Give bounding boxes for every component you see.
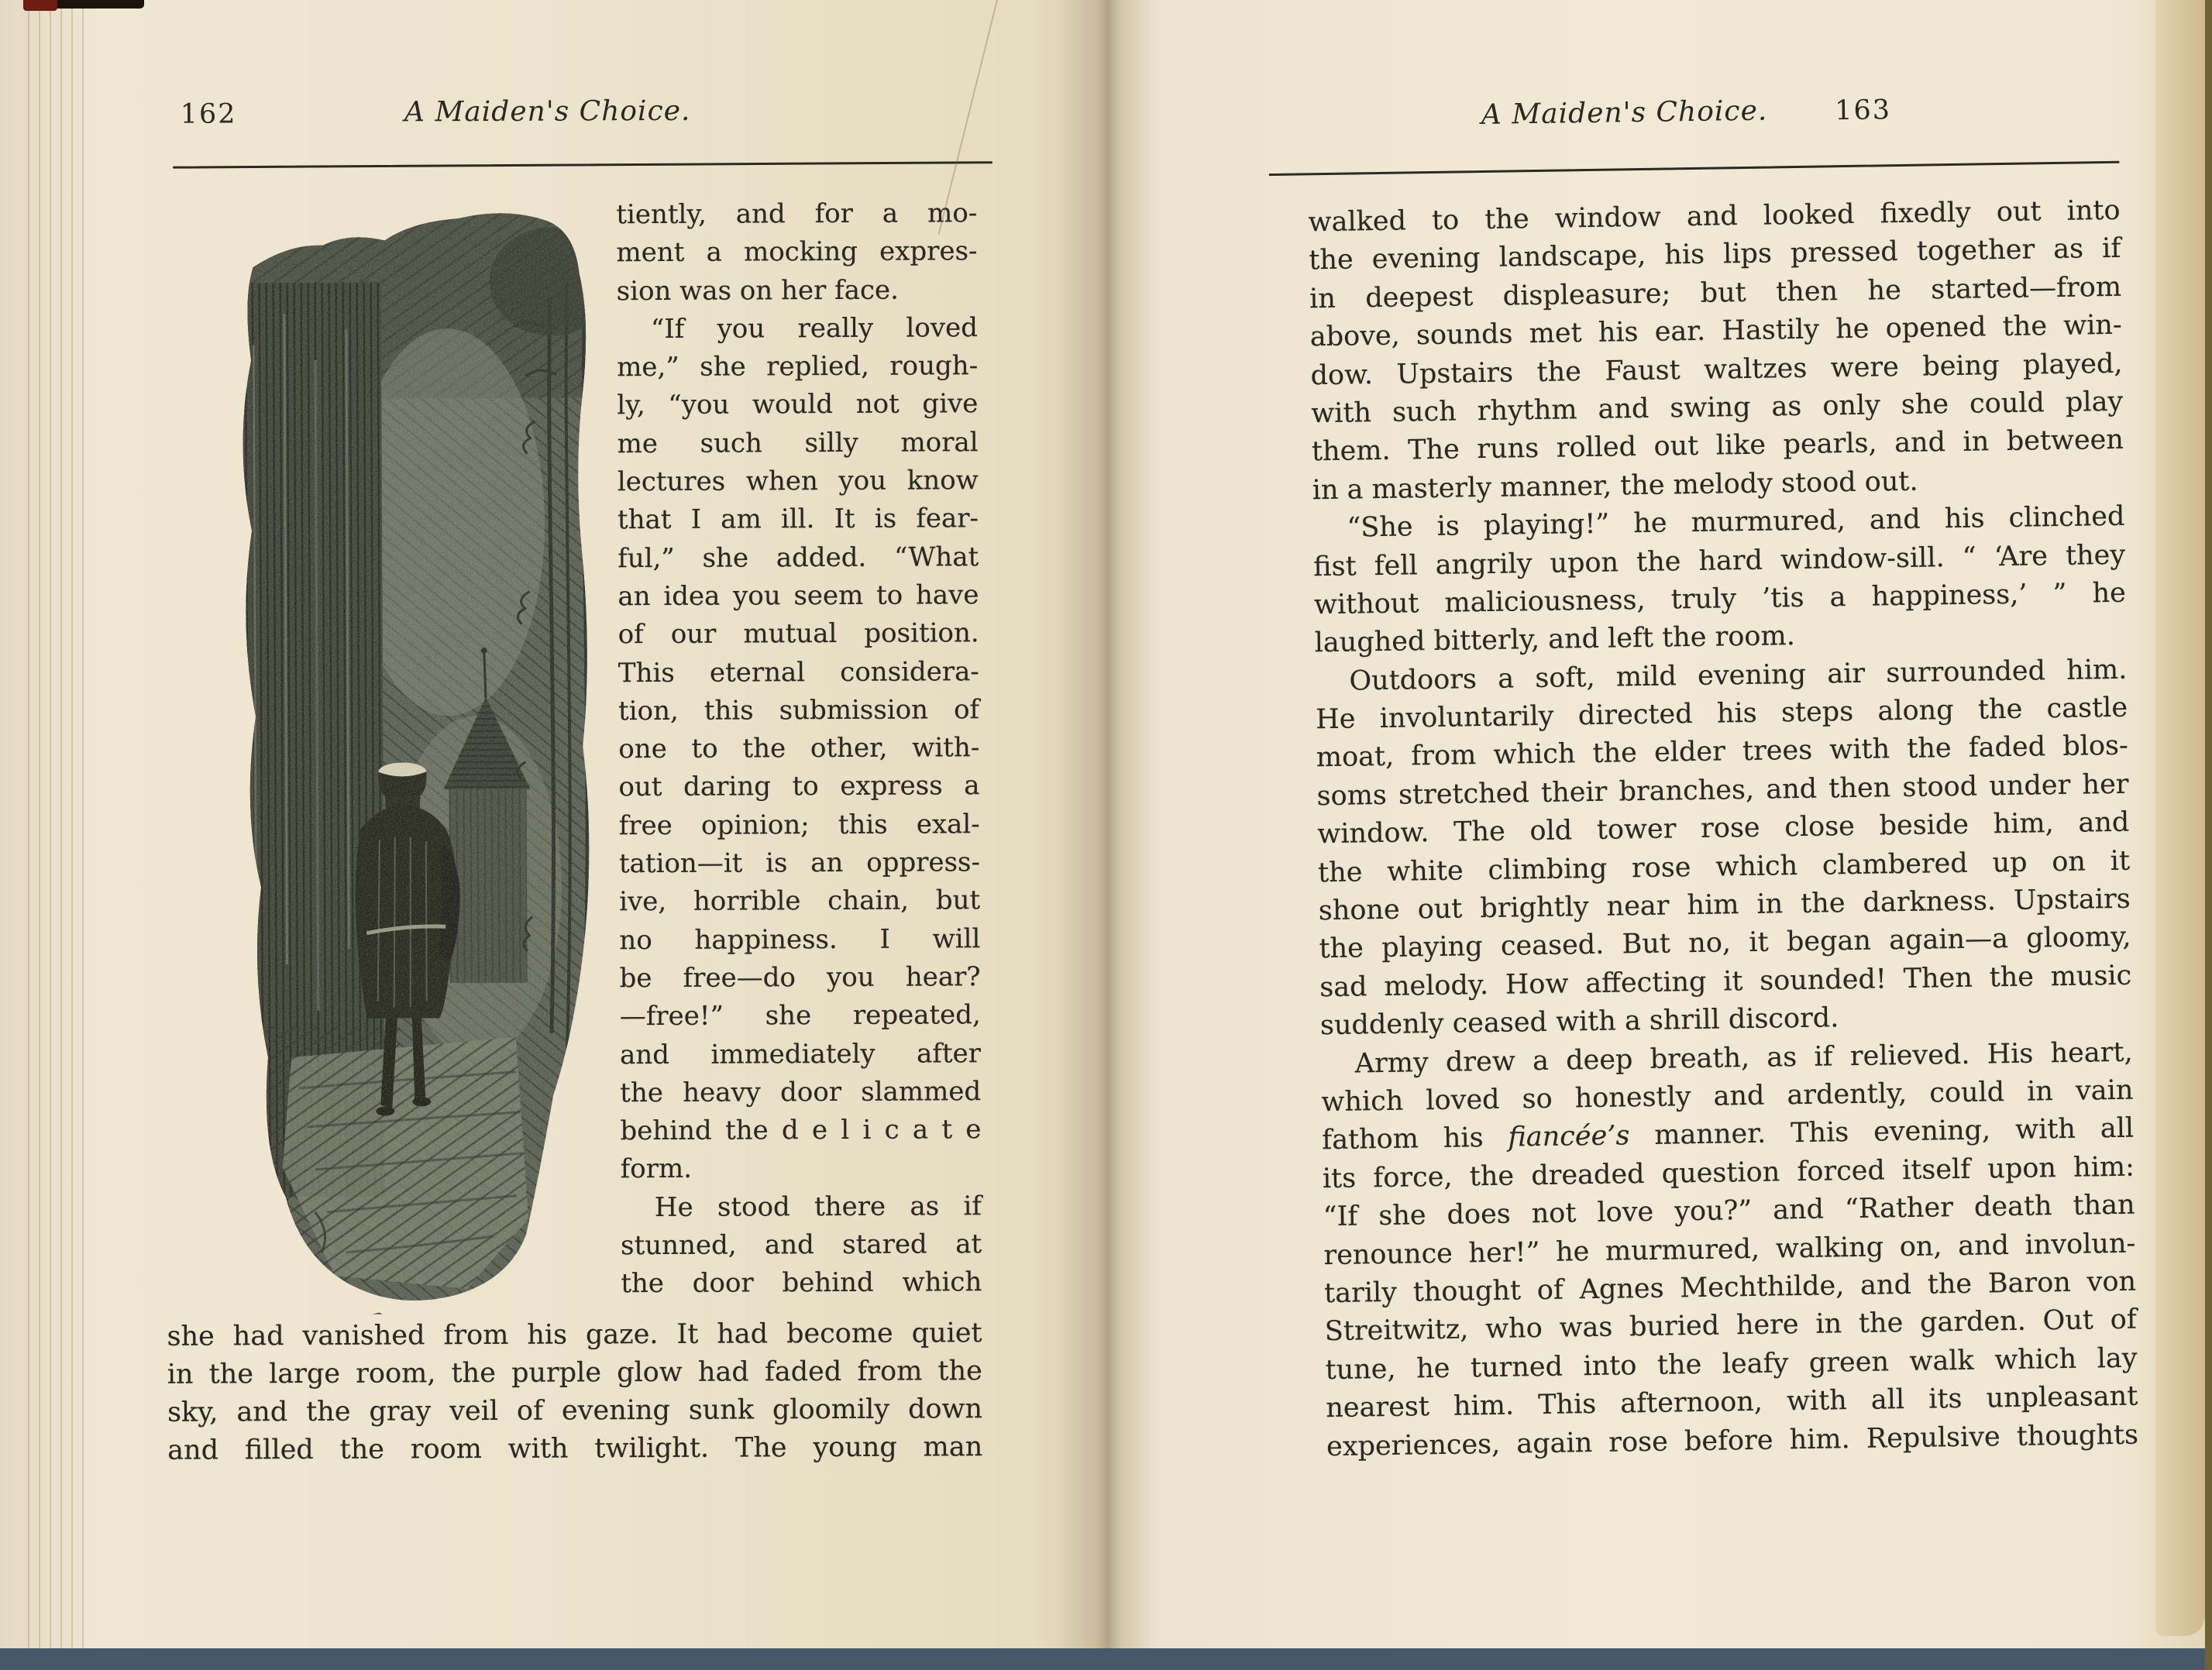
text-line: the evening landscape, his lips pressed together as if (1309, 233, 2121, 277)
text-line: dow. Upstairs the Faust waltzes were being played, (1310, 348, 2123, 391)
text-line: and filled the room with twilight. The young man (167, 1431, 983, 1466)
book-gutter (1054, 0, 1162, 1648)
text-line: she had vanished from his gaze. It had become quiet (167, 1318, 982, 1352)
text-line: laughed bitterly, and left the room. (1314, 620, 1796, 659)
text-line: He stood there as if (654, 1190, 982, 1223)
text-line: tation—it is an oppress- (618, 847, 981, 880)
text-line: in deepest displeasure; but then he started—from (1309, 271, 2122, 315)
text-line: the white climbing rose which clambered up on it (1317, 845, 2131, 888)
right-text-block (1308, 192, 2138, 1466)
text-line: in the large room, the purple glow had faded from the (167, 1356, 982, 1390)
text-line: the heavy door slammed (620, 1076, 982, 1109)
running-title-left: A Maiden's Choice. (404, 94, 691, 129)
page-number-left: 162 (180, 98, 237, 130)
text-line: sky, and the gray veil of evening sunk gloomily down (167, 1393, 983, 1428)
text-line: form. (620, 1153, 693, 1185)
text-line: that I am ill. It is fear- (617, 503, 979, 536)
text-line: nearest him. This afternoon, with all its unpleasant (1326, 1380, 2138, 1424)
text-line: stunned, and stared at (621, 1228, 982, 1262)
left-bottom-paragraph (167, 1314, 982, 1470)
text-line: and immediately after (619, 1037, 982, 1070)
text-line: in a masterly manner, the melody stood out. (1312, 466, 1918, 507)
scan-edge-mark-red (23, 0, 57, 11)
text-line: with such rhythm and swing as only she could play (1310, 386, 2124, 430)
text-line: fist fell angrily upon the hard window-sill. “ ‘Are they (1312, 539, 2126, 582)
text-line: suddenly ceased with a shrill discord. (1319, 1002, 1839, 1042)
running-title-right: A Maiden's Choice. (1481, 94, 1768, 131)
text-line: Streitwitz, who was buried here in the garden. Out of (1324, 1304, 2138, 1348)
text-line: tiently, and for a mo- (616, 198, 978, 231)
page-edges-right (2155, 0, 2205, 1636)
text-line: shone out brightly near him in the darkness. Upstairs (1318, 883, 2131, 927)
text-line: He involuntarily directed his steps along the castle (1315, 692, 2128, 736)
text-line: “She is playing!” he murmured, and his clinched (1347, 500, 2125, 544)
text-line: ive, horrible chain, but (619, 885, 981, 918)
text-line: an idea you seem to have (618, 579, 979, 613)
text-line: out daring to express a (618, 770, 980, 803)
text-line: experiences, again rose before him. Repulsive thoughts (1326, 1419, 2139, 1462)
text-line: which loved so honestly and ardently, could in vain (1321, 1074, 2134, 1118)
text-line: “If she does not love you?” and “Rather death than (1323, 1189, 2135, 1233)
text-line: —free!” she repeated, (619, 999, 981, 1033)
text-line: renounce her!” he murmured, walking on, and involun- (1323, 1228, 2136, 1271)
text-line: the playing ceased. But no, it began again—a gloomy, (1319, 922, 2131, 965)
text-line: no happiness. I will (619, 923, 981, 956)
text-line: me such silly moral (617, 426, 979, 460)
book-cover-edge (2205, 0, 2212, 1670)
text-line: Army drew a deep breath, as if relieved. His heart, (1354, 1036, 2133, 1080)
text-line: me,” she replied, rough- (617, 350, 979, 383)
text-line: be free—do you hear? (619, 961, 981, 995)
text-line: free opinion; this exal- (618, 808, 980, 841)
text-line: ment a mocking expres- (616, 235, 978, 269)
text-line: “If you really loved (650, 312, 979, 345)
engraving-man-walking-illustration (179, 188, 618, 1314)
text-line: tion, this submission of (618, 694, 980, 727)
text-line: lectures when you know (617, 465, 979, 498)
page-edges-left (28, 0, 88, 1648)
page-number-right: 163 (1834, 94, 1892, 127)
text-line: soms stretched their branches, and then stood under her (1316, 768, 2129, 813)
header-rule-right (1269, 161, 2120, 176)
text-line: moat, from which the elder trees with the faded blos- (1316, 730, 2129, 774)
left-page (0, 0, 1106, 1648)
right-page (1106, 0, 2205, 1648)
text-line: behind the d e l i c a t e (620, 1114, 982, 1147)
text-line: This eternal considera- (618, 655, 979, 689)
text-line: ful,” she added. “What (618, 541, 979, 574)
text-line: the door behind which (621, 1266, 982, 1300)
text-line: of our mutual position. (618, 617, 979, 651)
text-line: window. The old tower rose close beside him, and (1317, 806, 2130, 850)
text-line: fathom his fiancée’s manner. This evening, with all (1321, 1113, 2135, 1156)
left-text-column (616, 194, 982, 1304)
text-line: tarily thought of Agnes Mechthilde, and the Baron von (1323, 1266, 2137, 1310)
text-line: sad melody. How affecting it sounded! Then the music (1319, 960, 2132, 1004)
text-line: one to the other, with- (618, 732, 980, 765)
text-line: them. The runs rolled out like pearls, and in between (1311, 424, 2124, 468)
text-line: without maliciousness, truly ’tis a happiness,’ ” he (1313, 577, 2127, 621)
text-line: its force, the dreaded question forced itself upon him: (1322, 1151, 2135, 1194)
text-line: Outdoors a soft, mild evening air surrounded him. (1349, 654, 2128, 697)
text-line: ly, “you would not give (617, 388, 979, 421)
header-rule-left (173, 161, 992, 168)
text-line: walked to the window and looked fixedly out into (1308, 194, 2121, 239)
text-line: sion was on her face. (616, 274, 900, 307)
text-line: above, sounds met his ear. Hastily he opened the win- (1309, 309, 2123, 353)
text-line: tune, he turned into the leafy green walk which lay (1325, 1342, 2138, 1386)
